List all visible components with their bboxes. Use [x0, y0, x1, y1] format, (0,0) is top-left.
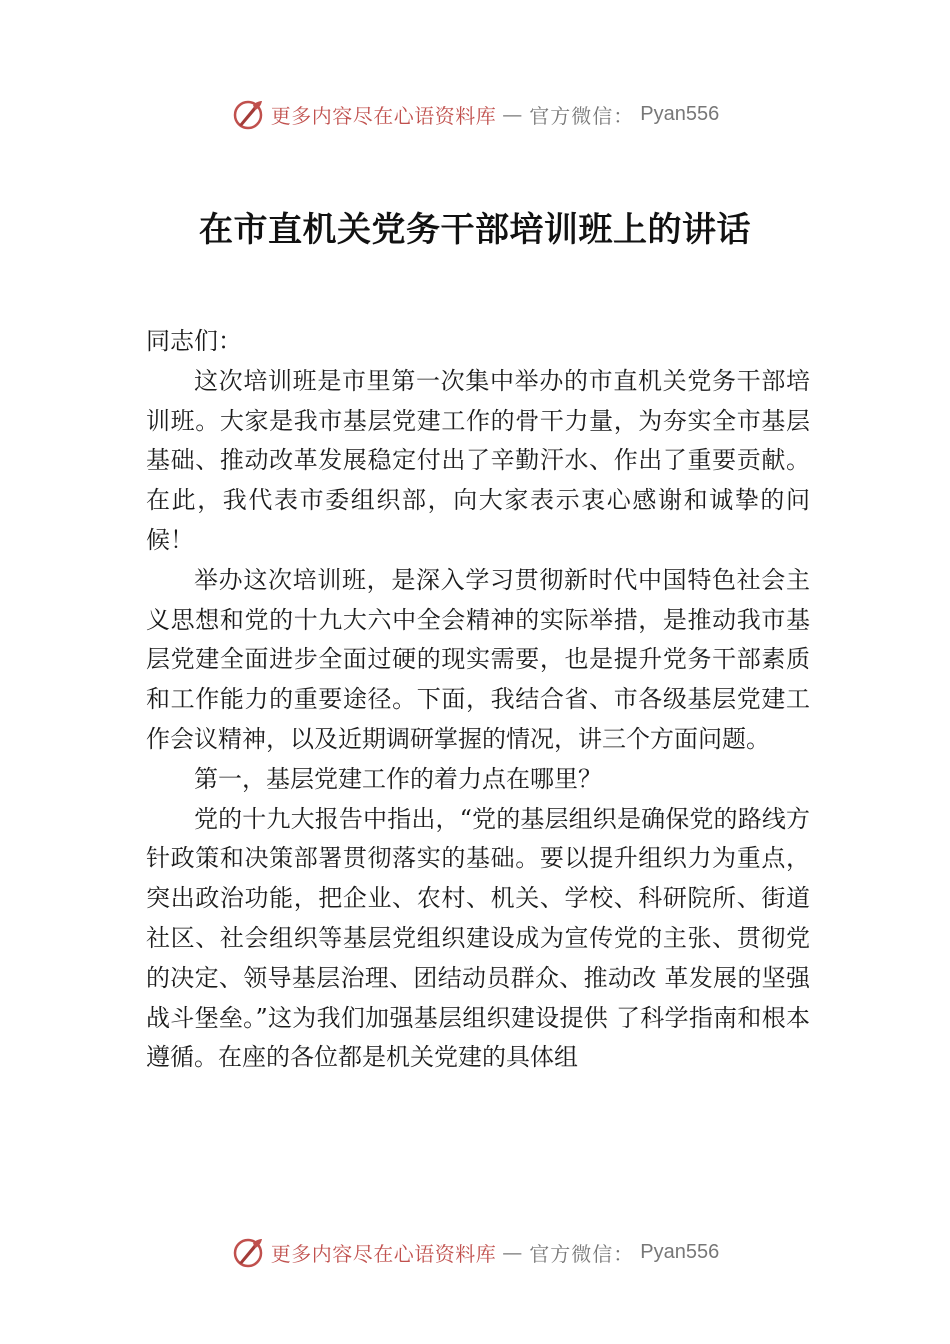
footer-watermark	[0, 1232, 950, 1272]
document-title: 在市直机关党务干部培训班上的讲话	[199, 210, 751, 250]
watermark-dash: —	[502, 1240, 524, 1264]
body-paragraph: 党的十九大报告中指出，“党的基层组织是确保党的路线方针政策和决策部署贯彻落实的基础。要以提升组织力为重点，突出政治功能，把企业、农村、机关、学校、科研院所、街道社区、社会组织等基层党组织建设成为宣传党的主张、贯彻党的决定、领导基层治理、团结动员群众、推动改 革发展的坚强战斗堡垒。”这为我们加强基层组织建设提供 了科学指南和根本遵循。在座的各位都是机关党建的具体组	[146, 804, 810, 1072]
watermark-wechat-label: 官方微信：	[529, 1241, 635, 1266]
watermark-wechat-id: Pyan556	[640, 1240, 720, 1263]
section-heading: 第一，基层党建工作的着力点在哪里？	[194, 764, 602, 793]
salutation: 同志们：	[146, 327, 242, 355]
document-body	[146, 322, 810, 1078]
watermark-dash: —	[502, 102, 524, 126]
body-paragraph: 这次培训班是市里第一次集中举办的市直机关党务干部培训班。大家是我市基层党建工作的骨干力量，为夯实全市基层基础、推动改革发展稳定付出了辛勤汗水、作出了重要贡献。在此，我代表市委组织部，向大家表示衷心感谢和诚挚的问候！	[146, 366, 810, 554]
watermark-brand-text: 更多内容尽在心语资料库	[270, 1241, 497, 1266]
watermark-wechat-id: Pyan556	[640, 102, 720, 125]
quill-pen-icon	[231, 1235, 265, 1269]
quill-pen-icon	[231, 97, 265, 131]
body-paragraph: 举办这次培训班，是深入学习贯彻新时代中国特色社会主义思想和党的十九大六中全会精神的实际举措，是推动我市基层党建全面进步全面过硬的现实需要，也是提升党务干部素质和工作能力的重要途径。下面，我结合省、市各级基层党建工作会议精神，以及近期调研掌握的情况，讲三个方面问题。	[146, 565, 810, 753]
watermark-brand-text: 更多内容尽在心语资料库	[270, 103, 497, 128]
header-watermark	[0, 94, 950, 134]
watermark-wechat-label: 官方微信：	[529, 103, 635, 128]
